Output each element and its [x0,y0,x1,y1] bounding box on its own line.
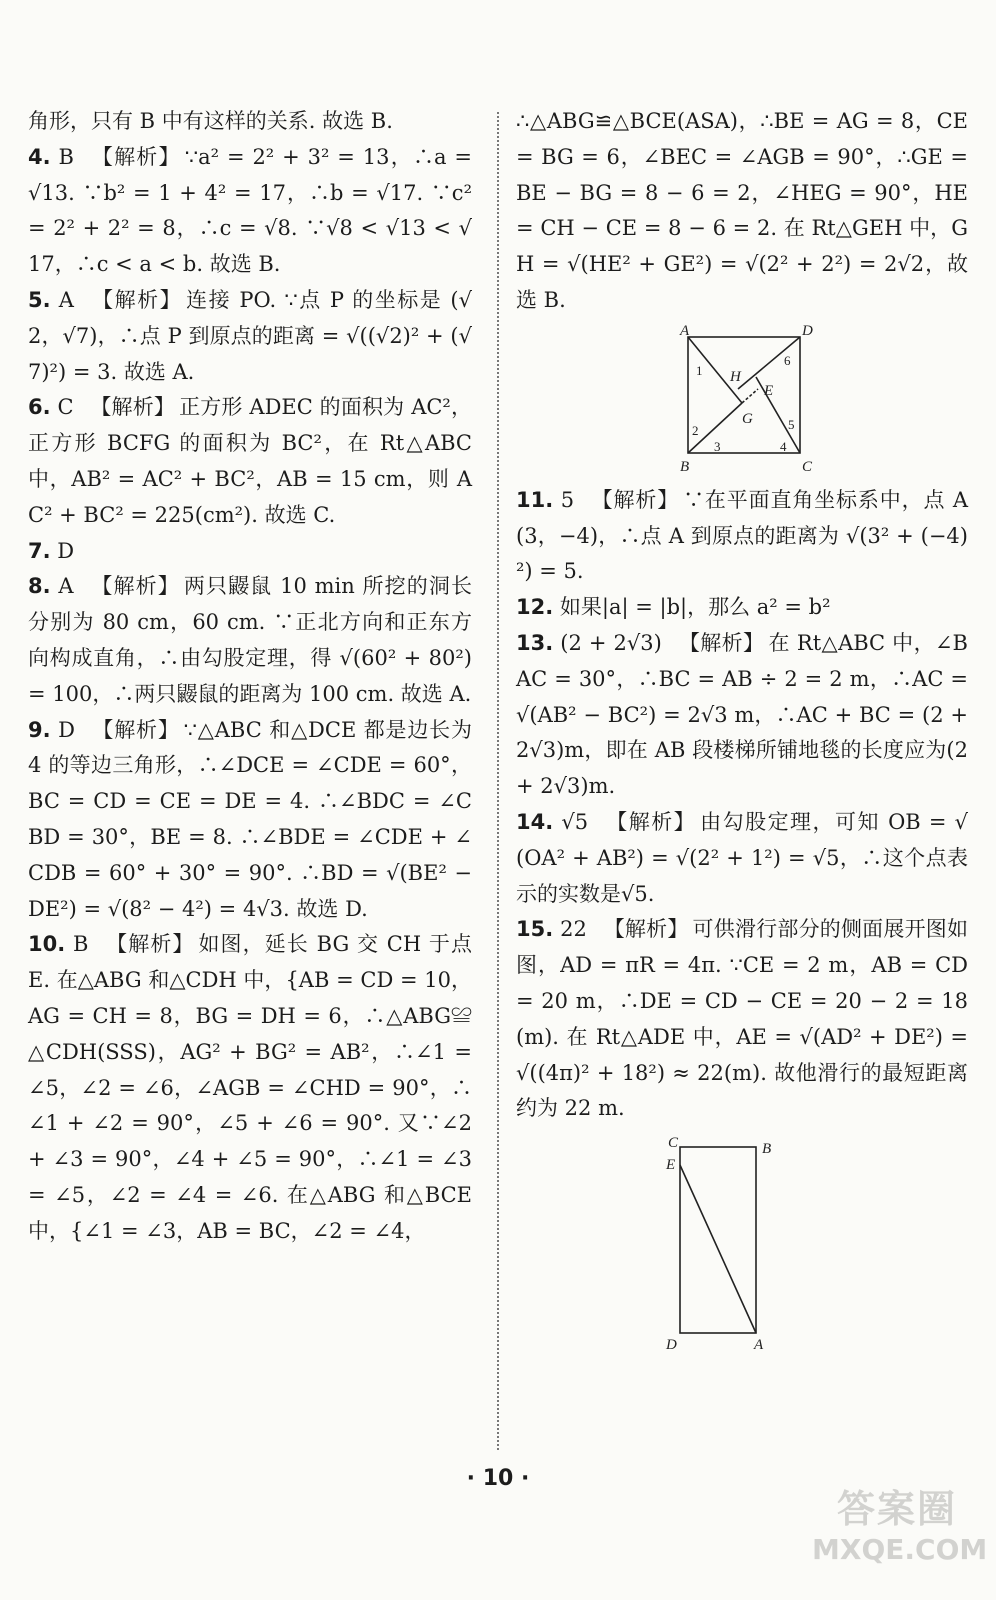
segment-ea [680,1165,756,1333]
question-number: 8. [28,574,51,599]
analysis-tag: 【解析】 [91,574,180,599]
rectangle-figure [516,1133,968,1353]
answer-11 [516,483,968,590]
answer-choice: A [58,287,74,312]
vertex-label: C [668,1135,679,1152]
question-number: 14. [516,809,554,834]
answer-10-continued [516,104,968,319]
vertex-label: B [762,1141,772,1158]
answer-text: 两只鼹鼠 10 min 所挖的洞长分别为 80 cm，60 cm. ∵正北方向和正东方向构成直角，∴由勾股定理，得 √(60² + 80²) = 100，∴两只鼹鼠的距离为 100 cm. 故选 A. [28,574,472,706]
vertex-label: E [666,1157,676,1174]
vertex-label: B [680,458,690,475]
segment-ge [742,389,758,403]
answer-text: 由勾股定理，可知 OB = √(OA² + AB²) = √(2² + 1²) = √5，∴这个点表示的实数是√5. [516,809,968,906]
answer-text: 可供滑行部分的侧面展开图如图，AD = πR = 4π. ∵CE = 2 m，AB = CD = 20 m，∴DE = CD − CE = 20 − 2 = 18(m). 在 Rt△ADE 中，AE = √(AD² + DE²) = √((4π)² + 18²) ≈ 22(m). 故他滑行的最短距离约为 22 m. [516,917,969,1121]
question-number: 15. [516,917,554,942]
analysis-tag: 【解析】 [92,717,180,742]
answer-text: 在 Rt△ABC 中，∠BAC = 30°，∴BC = AB ÷ 2 = 2 m，∴AC = √(AB² − BC²) = 2√3 m，∴AC + BC = (2 + 2√3)m，即在 AB 段楼梯所铺地毯的长度应为(2 + 2√3)m. [516,630,968,799]
angle-label: 1 [696,362,703,378]
answer-text: 角形，只有 B 中有这样的关系. 故选 B. [28,109,393,133]
answer-12 [516,590,968,626]
answer-choice: D [57,538,75,563]
answer-5 [28,283,472,390]
angle-label: 3 [714,438,721,454]
answer-4 [28,140,472,283]
answer-text: ∵△ABC 和△DCE 都是边长为 4 的等边三角形，∴∠DCE = ∠CDE = 60°，BC = CD = CE = DE = 4. ∴∠BDC = ∠CBD = 30°，BE = 8. ∴∠BDE = ∠CDE + ∠CDB = 60° + 30° = 90°. ∴BD = √(BE² − DE²) = √(8² − 4²) = 4√3. 故选 D. [28,717,472,921]
answer-choice: (2 + 2√3) [560,630,662,655]
angle-label: 4 [780,438,787,454]
answer-choice: B [72,932,89,957]
question-number: 11. [516,487,554,512]
answer-choice: C [57,395,74,420]
vertex-label: D [802,324,813,339]
question-number: 12. [516,595,554,620]
question-number: 13. [516,630,554,655]
segment-ce [756,377,800,453]
analysis-tag: 【解析】 [92,287,183,312]
vertex-label: E [764,382,774,399]
analysis-tag: 【解析】 [90,395,176,420]
left-column [28,104,472,1250]
question-number: 9. [28,717,51,742]
answer-text: ∵a² = 2² + 3² = 13，∴a = √13. ∵b² = 1 + 4² = 17，∴b = √17. ∵c² = 2² + 2² = 8，∴c = √8. ∵√8 < √13 < √17，∴c < a < b. 故选 B. [28,144,472,277]
page-number: · 10 · [466,1466,530,1491]
answer-7 [28,534,472,570]
answer-text: 如图，延长 BG 交 CH 于点 E. 在△ABG 和△CDH 中，{AB = CD = 10，AG = CH = 8，BG = DH = 6，∴△ABG≌△CDH(SSS)，AG² + BG² = AB²，∴∠1 = ∠5，∠2 = ∠6，∠AGB = ∠CHD = 90°，∴∠1 + ∠2 = 90°，∠5 + ∠6 = 90°. 又∵∠2 + ∠3 = 90°，∠4 + ∠5 = 90°，∴∠1 = ∠3 = ∠5，∠2 = ∠4 = ∠6. 在△ABG 和△BCE 中，{∠1 = ∠3，AB = BC，∠2 = ∠4， [28,932,473,1243]
vertex-label: H [730,368,741,385]
answer-15 [516,912,968,1127]
analysis-tag: 【解析】 [91,144,181,169]
angle-label: 5 [788,416,795,432]
answer-choice: 22 [560,917,587,942]
answer-6 [28,390,472,533]
answer-14 [516,805,968,912]
answer-choice: √5 [561,809,589,834]
analysis-tag: 【解析】 [606,809,697,834]
right-column [516,104,968,1361]
answer-choice: A [58,574,74,599]
vertex-label: G [742,410,753,427]
answer-8 [28,569,472,712]
segment-dh [738,337,800,389]
answer-text: ∴△ABG≌△BCE(ASA)，∴BE = AG = 8，CE = BG = 6，∠BEC = ∠AGB = 90°，∴GE = BE − BG = 8 − 6 = 2，∠HEG = 90°，HE = CH − CE = 8 − 6 = 2. 在 Rt△GEH 中，GH = √(HE² + GE²) = √(2² + 2²) = 2√2，故选 B. [516,109,968,312]
watermark-url: MXQE.COM [812,1533,988,1566]
question-number: 5. [28,287,51,312]
question-number: 4. [28,144,51,169]
analysis-tag: 【解析】 [603,917,689,942]
square-figure [516,325,968,475]
question-number: 7. [28,538,51,563]
rectangle-outline [680,1147,756,1333]
answer-choice: D [58,717,75,742]
vertex-label: A [680,324,690,339]
answer-text: ∵在平面直角坐标系中，点 A(3，−4)，∴点 A 到原点的距离为 √(3² + (−4)²) = 5. [516,487,968,584]
answer-choice: 5 [560,487,575,512]
analysis-tag: 【解析】 [678,630,765,655]
answer-3-continued [28,104,472,140]
answer-text: 正方形 ADEC 的面积为 AC²，正方形 BCFG 的面积为 BC²，在 Rt△ABC 中，AB² = AC² + BC²，AB = 15 cm，则 AC² + BC² = 225(cm²). 故选 C. [28,395,473,527]
vertex-label: C [802,458,813,475]
column-divider [497,112,499,1450]
answer-choice: B [58,144,74,169]
answer-9 [28,713,472,928]
vertex-label: A [754,1337,764,1354]
question-number: 6. [28,395,51,420]
vertex-label: D [666,1337,677,1354]
watermark [812,1478,988,1588]
answer-10 [28,927,472,1249]
answer-text: 如果|a| = |b|，那么 a² = b² [559,595,831,620]
answer-13 [516,626,968,805]
angle-label: 6 [784,352,791,368]
question-number: 10. [28,932,66,957]
analysis-tag: 【解析】 [591,487,680,512]
watermark-logo-text: 答案圈 [836,1487,957,1531]
angle-label: 2 [692,422,699,438]
answer-text: 连接 PO. ∵点 P 的坐标是 (√2，√7)，∴点 P 到原点的距离 = √((√2)² + (√7)²) = 3. 故选 A. [28,287,472,384]
analysis-tag: 【解析】 [106,932,195,957]
